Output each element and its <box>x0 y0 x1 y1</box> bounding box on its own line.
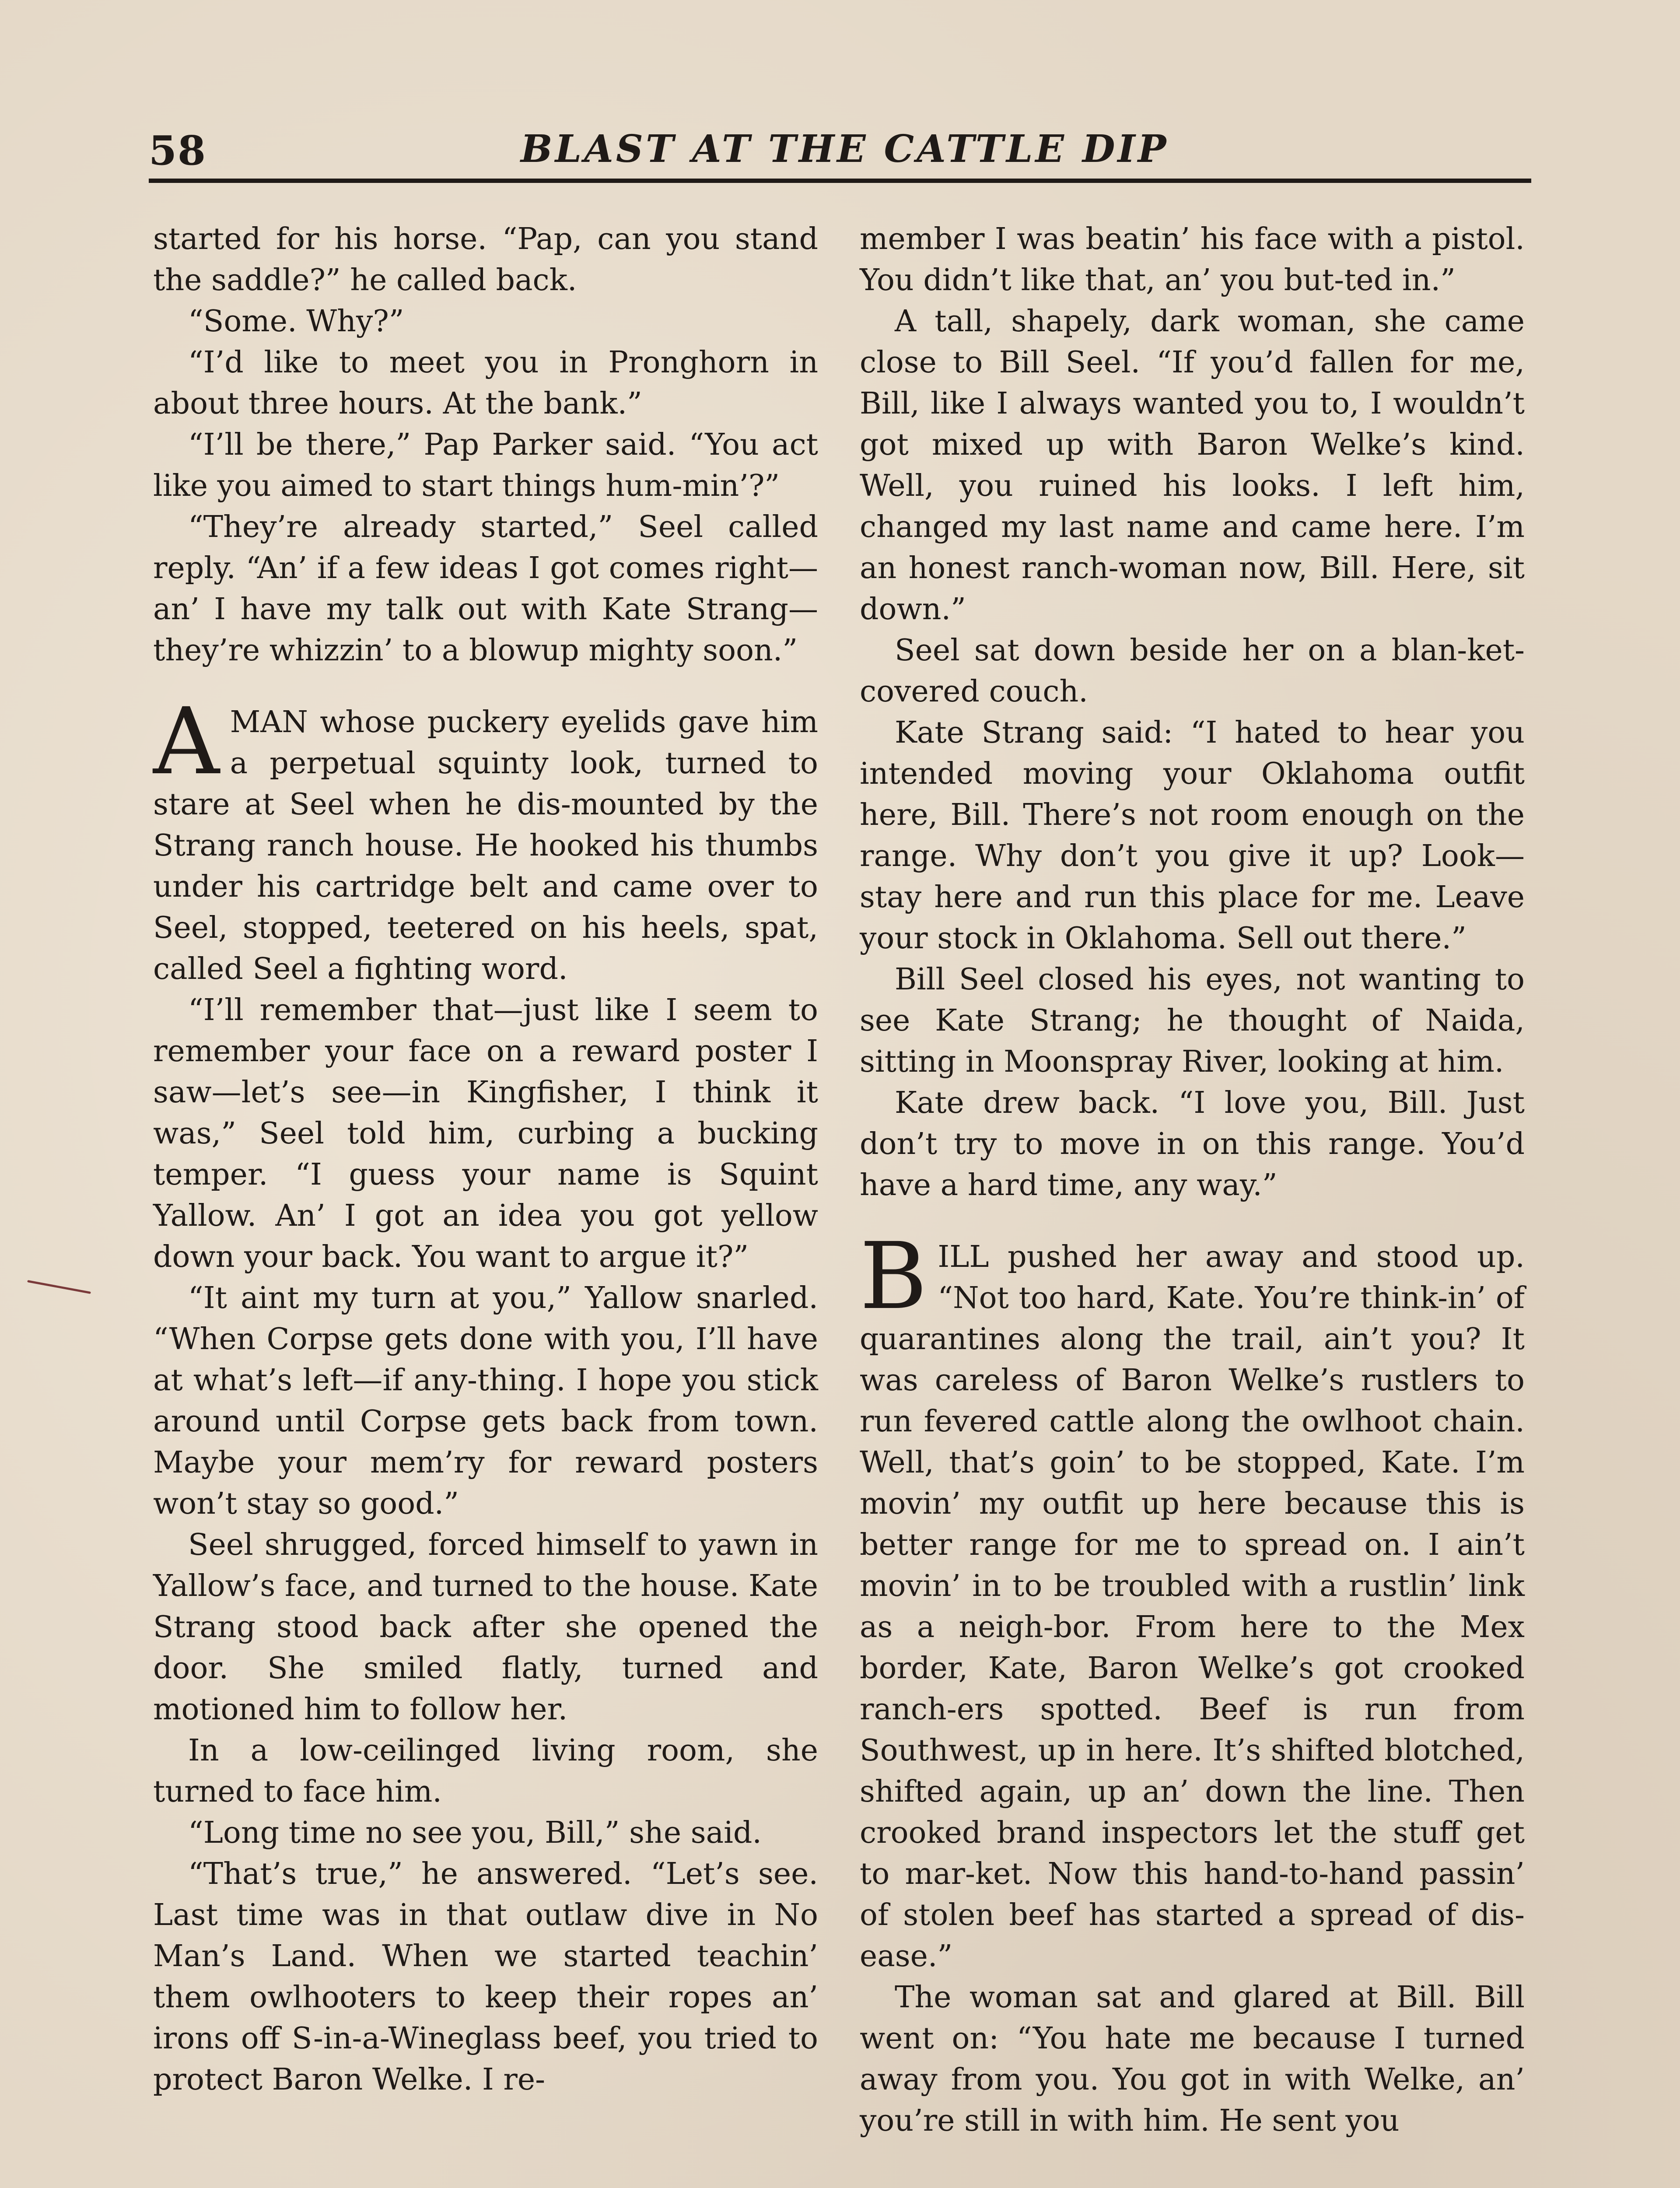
paragraph: Seel shrugged, forced himself to yawn in Yallow’s face, and turned to the house. Kate Strang stood back after she opened the door. She smiled flatly, turned and motioned him to follow her. <box>153 1528 818 1727</box>
drop-cap: A <box>153 688 220 795</box>
paragraph: “Long time no see you, Bill,” she said. <box>188 1816 762 1850</box>
right-column <box>860 219 1525 2142</box>
paragraph: “That’s true,” he answered. “Let’s see. Last time was in that outlaw dive in No Man’s Land. When we started teachin’ them owlhooters to keep their ropes an’ irons off S-in-a-Wineglass beef, you tried to protect Baron Welke. I re- <box>153 1857 818 2097</box>
paragraph: The woman sat and glared at Bill. Bill went on: “You hate me because I turned away from you. You got in with Welke, an’ you’re still in with him. He sent you <box>860 1980 1525 2138</box>
page-header <box>149 123 1531 179</box>
section-opening-paragraph <box>153 688 818 990</box>
paragraph: “It aint my turn at you,” Yallow snarled. “When Corpse gets done with you, I’ll have at what’s left—if any-thing. I hope you stick around until Corpse gets back from town. Maybe your mem’ry for reward posters won’t stay so good.” <box>153 1281 818 1521</box>
paragraph: Seel sat down beside her on a blan-ket-covered couch. <box>860 633 1525 709</box>
drop-cap: B <box>860 1223 928 1330</box>
paragraph: In a low-ceilinged living room, she turned to face him. <box>153 1733 818 1809</box>
paragraph: “They’re already started,” Seel called reply. “An’ if a few ideas I got comes right—an’ I have my talk out with Kate Strang—they’re whizzin’ to a blowup mighty soon.” <box>153 510 818 668</box>
paragraph-text: ILL pushed her away and stood up. “Not too hard, Kate. You’re think-in’ of quarantines along the trail, ain’t you? It was careless of Baron Welke’s rustlers to run fevered cattle along the owlhoot chain. Well, that’s goin’ to be stopped, Kate. I’m movin’ my outfit up here because this is better range for me to spread on. I ain’t movin’ in to be troubled with a rustlin’ link as a neigh-bor. From here to the Mex border, Kate, Baron Welke’s got crooked ranch-ers spotted. Beef is run from Southwest, up in here. It’s shifted blotched, shifted again, up an’ down the line. Then crooked brand inspectors let the stuff get to mar-ket. Now this hand-to-hand passin’ of stolen beef has started a spread of dis-ease.” <box>860 1240 1525 1974</box>
left-column <box>153 219 818 2100</box>
page-number: 58 <box>149 127 207 174</box>
paragraph: “Some. Why?” <box>188 304 404 339</box>
section-opening-paragraph <box>860 1223 1525 1977</box>
paragraph: Kate drew back. “I love you, Bill. Just don’t try to move in on this range. You’d have a hard time, any way.” <box>860 1086 1525 1203</box>
pencil-mark-icon <box>26 1278 92 1295</box>
paragraph: “I’d like to meet you in Pronghorn in about three hours. At the bank.” <box>153 345 818 421</box>
paragraph: started for his horse. “Pap, can you stand the saddle?” he called back. <box>153 222 818 298</box>
paragraph: A tall, shapely, dark woman, she came close to Bill Seel. “If you’d fallen for me, Bill, like I always wanted you to, I wouldn’t got mixed up with Baron Welke’s kind. Well, you ruined his looks. I left him, changed my last name and came here. I’m an honest ranch-woman now, Bill. Here, sit down.” <box>860 304 1525 627</box>
paragraph-text: MAN whose puckery eyelids gave him a perpetual squinty look, turned to stare at Seel when he dis-mounted by the Strang ranch house. He hooked his thumbs under his cartridge belt and came over to Seel, stopped, teetered on his heels, spat, called Seel a fighting word. <box>153 705 818 986</box>
paragraph: Kate Strang said: “I hated to hear you intended moving your Oklahoma outfit here, Bill. There’s not room enough on the range. Why don’t you give it up? Look—stay here and run this place for me. Leave your stock in Oklahoma. Sell out there.” <box>860 715 1525 956</box>
paragraph: “I’ll be there,” Pap Parker said. “You act like you aimed to start things hum-min’?” <box>153 428 818 503</box>
paragraph: “I’ll remember that—just like I seem to remember your face on a reward poster I saw—let’s see—in Kingfisher, I think it was,” Seel told him, curbing a bucking temper. “I guess your name is Squint Yallow. An’ I got an idea you got yellow down your back. You want to argue it?” <box>153 993 818 1274</box>
paragraph: Bill Seel closed his eyes, not wanting to see Kate Strang; he thought of Naida, sitting in Moonspray River, looking at him. <box>860 962 1525 1079</box>
running-title: BLAST AT THE CATTLE DIP <box>521 127 1169 171</box>
header-rule <box>149 179 1531 183</box>
paragraph: member I was beatin’ his face with a pistol. You didn’t like that, an’ you but-ted in.” <box>860 222 1525 298</box>
